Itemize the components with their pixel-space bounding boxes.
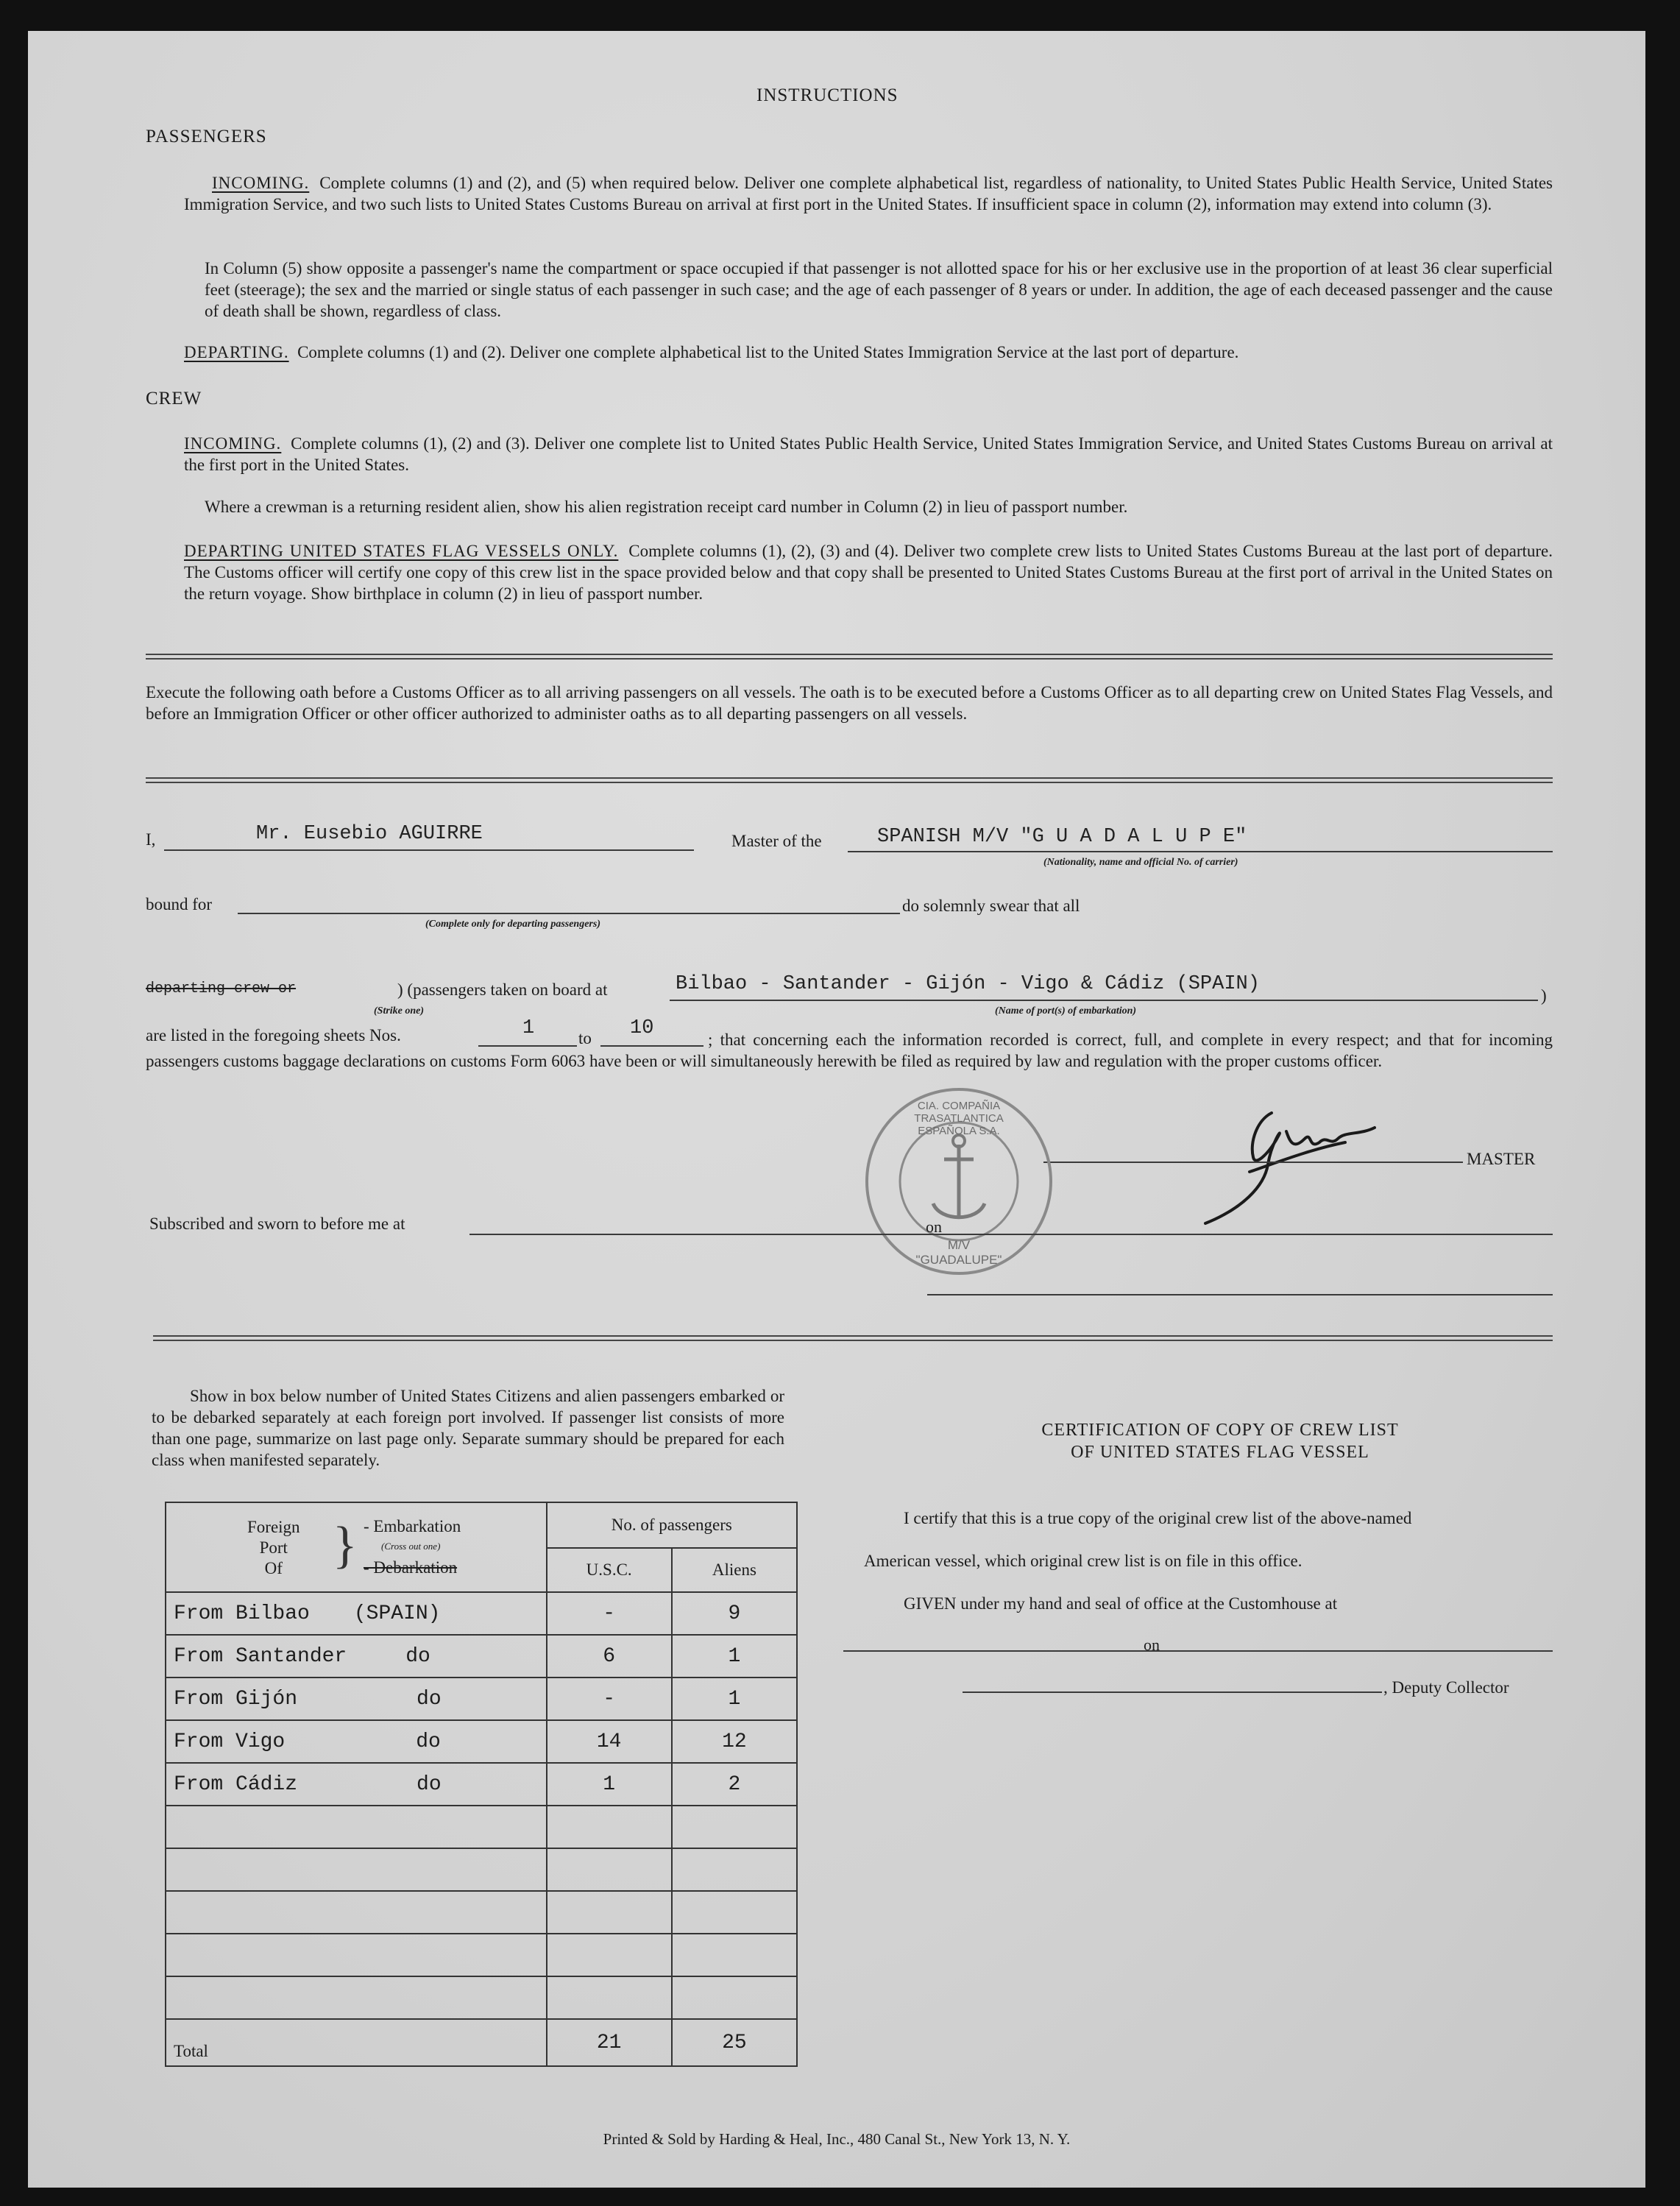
row-aliens: 12 [672, 1720, 797, 1763]
master-of-label: Master of the [731, 832, 822, 850]
master-name-line [164, 849, 694, 851]
total-usc: 21 [547, 2019, 672, 2066]
row-usc [547, 1934, 672, 1976]
table-row [166, 1976, 797, 2019]
vessel-line [848, 851, 1553, 852]
table-row [166, 1635, 797, 1678]
row-usc: 1 [547, 1763, 672, 1806]
head-of: Of [264, 1559, 283, 1577]
row-usc [547, 1976, 672, 2019]
section-divider [146, 654, 1553, 660]
head-foreign: Foreign [247, 1518, 300, 1536]
head-usc: U.S.C. [547, 1548, 672, 1592]
row-note: do [416, 1730, 441, 1753]
bound-for-line [238, 913, 900, 914]
total-label: Total [166, 2019, 547, 2066]
brace-icon: } [333, 1517, 358, 1574]
ports-close-paren: ) [1541, 986, 1547, 1005]
subscribed-line [469, 1234, 1553, 1235]
passengers-heading: PASSENGERS [146, 127, 267, 146]
american-vessel-text: American vessel, which original crew list is on file in this office. [864, 1552, 1302, 1570]
listed-text: are listed in the foregoing sheets Nos. [146, 1026, 401, 1044]
crew-departing-text: Complete columns (1), (2), (3) and (4). Deliver two complete crew lists to United States Customs Bureau at the last port of departure. The Customs officer will certify one copy of this crew list in the space provided below and that copy shall be presented to United States Customs Bureau at the first port of arrival in the United States on the return voyage. Show birthplace in column (2) in lieu of passport number. [184, 542, 1553, 603]
row-note: do [417, 1772, 442, 1796]
master-sign-line [1043, 1162, 1463, 1163]
head-no-passengers: No. of passengers [547, 1502, 797, 1548]
row-note: (SPAIN) [353, 1602, 441, 1625]
head-debarkation: - Debarkation [364, 1558, 458, 1577]
strike-caption: (Strike one) [374, 1005, 425, 1017]
instructions-title: INSTRUCTIONS [756, 85, 899, 105]
table-row [166, 1720, 797, 1763]
subscribed-label: Subscribed and sworn to before me at [149, 1215, 405, 1233]
form-sheet [28, 31, 1645, 2188]
table-row [166, 1891, 797, 1934]
certify-text: I certify that this is a true copy of the original crew list of the above-named [904, 1509, 1412, 1527]
row-note: do [405, 1644, 430, 1668]
certification-title-line2: OF UNITED STATES FLAG VESSEL [1071, 1443, 1369, 1462]
row-aliens: 1 [672, 1678, 797, 1720]
ship-stamp [860, 1082, 1058, 1281]
departing-text: Complete columns (1) and (2). Deliver one complete alphabetical list to the United States Immigration Service at the last port of departure. [297, 343, 1239, 361]
crew-incoming-paragraph [184, 433, 1553, 476]
row-usc: 14 [547, 1720, 672, 1763]
head-port: Port [259, 1538, 288, 1557]
master-name: Mr. Eusebio AGUIRRE [256, 823, 483, 845]
passenger-summary-table [165, 1502, 798, 2067]
table-row [166, 1848, 797, 1891]
certification-title-line1: CERTIFICATION OF COPY OF CREW LIST [1041, 1421, 1399, 1440]
table-row [166, 1763, 797, 1806]
ports-caption: (Name of port(s) of embarkation) [995, 1005, 1137, 1017]
row-usc [547, 1806, 672, 1848]
crew-incoming-label: INCOMING. [184, 434, 282, 453]
struck-crew-text: departing crew or [146, 980, 297, 997]
row-port [166, 1848, 547, 1891]
row-aliens [672, 1891, 797, 1934]
row-aliens [672, 1976, 797, 2019]
passengers-taken-text: ) (passengers taken on board at [397, 980, 608, 999]
row-usc: - [547, 1678, 672, 1720]
incoming-label: INCOMING. [212, 174, 310, 192]
sheet-to: 10 [630, 1017, 654, 1039]
row-port: From Gijón [174, 1687, 298, 1711]
stamp-ring-text: CIA. COMPAÑIA TRASATLANTICA ESPAÑOLA S.A. [914, 1100, 1004, 1137]
row-aliens [672, 1934, 797, 1976]
master-label: MASTER [1467, 1150, 1536, 1168]
passengers-incoming-paragraph [184, 172, 1553, 215]
crew-departing-paragraph [184, 540, 1553, 604]
customhouse-line [843, 1650, 1553, 1652]
row-aliens [672, 1806, 797, 1848]
table-row [166, 1806, 797, 1848]
stamp-bottom-text: M/V "GUADALUPE" [915, 1238, 1002, 1267]
row-usc: 6 [547, 1635, 672, 1678]
deputy-sign-line [963, 1691, 1382, 1693]
row-aliens: 1 [672, 1635, 797, 1678]
head-embarkation: - Embarkation [364, 1517, 461, 1535]
sheet-from: 1 [522, 1017, 535, 1039]
bound-for-label: bound for [146, 895, 213, 913]
row-aliens: 9 [672, 1592, 797, 1635]
row-aliens: 2 [672, 1763, 797, 1806]
crew-departing-label: DEPARTING UNITED STATES FLAG VESSELS ONLY. [184, 542, 619, 560]
crew-incoming-text: Complete columns (1), (2) and (3). Deliver one complete list to United States Public Health Service, United States Immigration Service, and United States Customs Bureau on arrival at the first port in the United States. [184, 434, 1553, 474]
row-port: From Vigo [174, 1730, 286, 1753]
ports-of-embarkation: Bilbao - Santander - Gijón - Vigo & Cádiz (SPAIN) [676, 973, 1260, 995]
row-port: From Santander [174, 1644, 347, 1668]
table-row [166, 1934, 797, 1976]
section-divider-2 [146, 777, 1553, 783]
official-sign-line [927, 1294, 1553, 1295]
total-aliens: 25 [672, 2019, 797, 2066]
swear-text: do solemnly swear that all [902, 897, 1080, 915]
crew-heading: CREW [146, 389, 202, 409]
row-usc [547, 1848, 672, 1891]
printer-footer: Printed & Sold by Harding & Heal, Inc., 480 Canal St., New York 13, N. Y. [603, 2130, 1071, 2148]
subscribed-on-label: on [926, 1217, 942, 1236]
given-text: GIVEN under my hand and seal of office at the Customhouse at [904, 1594, 1338, 1613]
row-port: From Cádiz [174, 1772, 298, 1796]
i-label: I, [146, 830, 156, 849]
head-cross-caption: (Cross out one) [381, 1541, 441, 1552]
column5-paragraph: In Column (5) show opposite a passenger's name the compartment or space occupied if that passenger is not allotted space for his or her exclusive use in the proportion of at least 36 clear superficial feet (steerage); the sex and the married or single status of each passenger in such case; and the age of each passenger of 8 years or under. In addition, the age of each deceased passenger and the cause of death shall be shown, regardless of class. [205, 259, 1553, 320]
vessel-name: SPANISH M/V "G U A D A L U P E" [877, 826, 1247, 848]
to-label: to [578, 1029, 592, 1047]
vessel-caption: (Nationality, name and official No. of carrier) [1043, 857, 1238, 868]
row-usc [547, 1891, 672, 1934]
incoming-text: Complete columns (1) and (2), and (5) when required below. Deliver one complete alphabetical list, regardless of nationality, to United States Public Health Service, United States Immigration Service, and two such lists to United States Customs Bureau on arrival at first port in the United States. If insufficient space in column (2), information may extend into column (3). [184, 174, 1553, 213]
deputy-collector-label: , Deputy Collector [1383, 1678, 1509, 1697]
port-header-cell [166, 1502, 547, 1592]
total-row [166, 2019, 797, 2066]
row-port [166, 1891, 547, 1934]
oath-intro: Execute the following oath before a Customs Officer as to all arriving passengers on all vessels. The oath is to be executed before a Customs Officer as to all departing crew on United States Flag Vessels, and before an Immigration Officer or other officer authorized to administer oaths as to all departing passengers on all vessels. [146, 683, 1553, 723]
row-note: do [417, 1687, 442, 1711]
table-row [166, 1678, 797, 1720]
row-port [166, 1976, 547, 2019]
passengers-departing-paragraph [184, 342, 1553, 363]
master-signature [1161, 1098, 1397, 1231]
departing-label: DEPARTING. [184, 343, 289, 361]
row-aliens [672, 1848, 797, 1891]
row-usc: - [547, 1592, 672, 1635]
crewman-paragraph: Where a crewman is a returning resident alien, show his alien registration receipt card number in Column (2) in lieu of passport number. [205, 498, 1128, 516]
row-port [166, 1934, 547, 1976]
row-port [166, 1806, 547, 1848]
head-aliens: Aliens [672, 1548, 797, 1592]
ports-line [670, 1000, 1538, 1001]
concerning-text: ; that concerning each the information recorded is correct, full, and complete in every respect; and that for incoming passengers customs baggage declarations on customs Form 6063 have been or will simultaneously herewith be filed as required by law and regulation with the proper customs officer. [146, 1030, 1553, 1070]
row-port: From Bilbao [174, 1602, 310, 1625]
table-row [166, 1592, 797, 1635]
bound-for-caption: (Complete only for departing passengers) [425, 919, 600, 930]
summary-note: Show in box below number of United States Citizens and alien passengers embarked or to be debarked separately at each foreign port involved. If passenger list consists of more than one page, summarize on last page only. Separate summary should be prepared for each class when manifested separately. [152, 1387, 784, 1469]
section-divider-3 [153, 1335, 1553, 1341]
cert-on-label: on [1144, 1636, 1160, 1654]
certification-title [940, 1419, 1500, 1463]
